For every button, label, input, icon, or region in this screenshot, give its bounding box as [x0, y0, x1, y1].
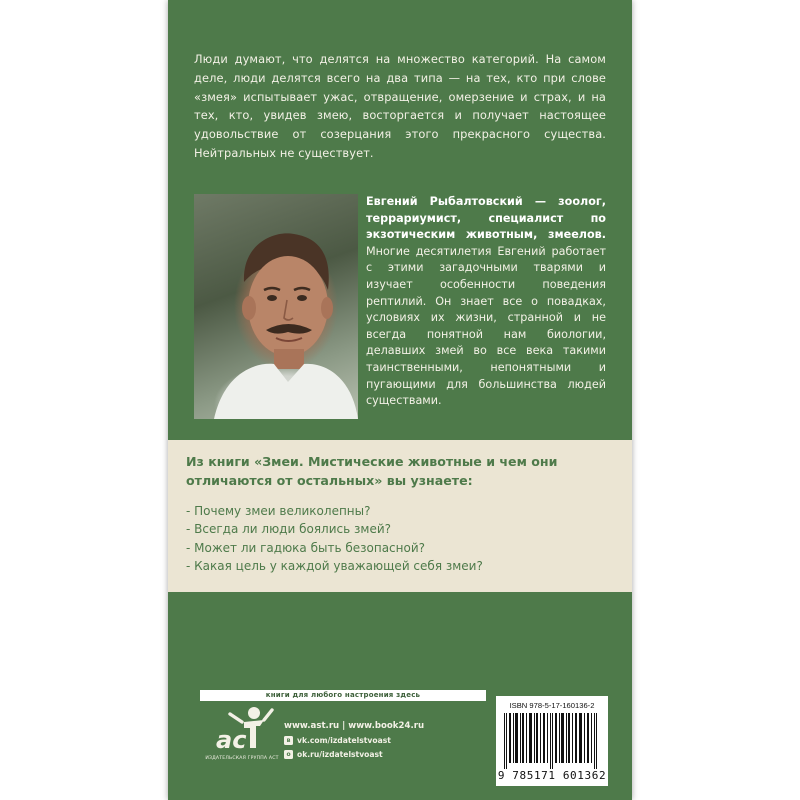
highlight-item: - Может ли гадюка быть безопасной?: [186, 540, 426, 555]
ok-icon: о: [284, 750, 293, 759]
svg-text:ac: ac: [216, 726, 247, 754]
author-photo: [194, 194, 358, 419]
barcode-digits: 9 785171 601362: [497, 769, 607, 782]
author-portrait-drawing: [194, 194, 358, 419]
barcode-icon: [502, 713, 602, 769]
publisher-logo: [202, 704, 282, 764]
author-bio-bold: Евгений Рыбалтовский — зоолог, террариумист, специалист по экзотическим животным, змеелов.: [366, 195, 606, 242]
vk-link-text: vk.com/izdatelstvoast: [297, 736, 391, 745]
isbn-barcode: [496, 696, 608, 786]
publisher-websites[interactable]: www.ast.ru | www.book24.ru: [284, 721, 425, 731]
intro-paragraph: Люди думают, что делятся на множество категорий. На самом деле, люди делятся всего на два типа — на тех, кто при слове «змея» испытывает ужас, отвращение, омерзение и страх, и на тех, кто, увидев змею, восторгается и получает настоящее удовольствие от созерцания этого прекрасного существа. Нейтральных не существует.: [194, 52, 606, 160]
isbn-number: ISBN 978-5-17-160136-2: [509, 701, 595, 710]
highlight-item: - Почему змеи великолепны?: [186, 504, 371, 518]
author-bio-text: Многие десятилетия Евгений работает с этими загадочными тварями и изучает особенности поведения рептилий. Он знает все о повадках, условиях их жизни, странной и не всегда понятной нам биологии, делавших змей во все века такими таинственными, непонятными и пугающими для большинства людей существами.: [366, 244, 606, 408]
ok-link-text: ok.ru/izdatelstvoast: [297, 750, 383, 759]
book-back-cover: [168, 0, 632, 800]
publisher-links: [284, 721, 494, 759]
ok-link[interactable]: [284, 750, 494, 759]
highlight-item: - Какая цель у каждой уважающей себя змеи?: [186, 559, 483, 574]
vk-link[interactable]: [284, 736, 494, 745]
highlight-item: - Всегда ли люди боялись змей?: [186, 522, 391, 537]
series-tagline: книги для любого настроения здесь: [200, 690, 486, 701]
highlights-title: Из книги «Змеи. Мистические животные и чем они отличаются от остальных» вы узнаете:: [186, 454, 558, 488]
highlights-list: [186, 502, 616, 576]
vk-icon: в: [284, 736, 293, 745]
author-bio: [366, 194, 606, 410]
ast-logo-icon: [202, 704, 282, 756]
publisher-caption: ИЗДАТЕЛЬСКАЯ ГРУППА АСТ: [205, 756, 279, 761]
book-highlights-panel: [168, 440, 632, 592]
